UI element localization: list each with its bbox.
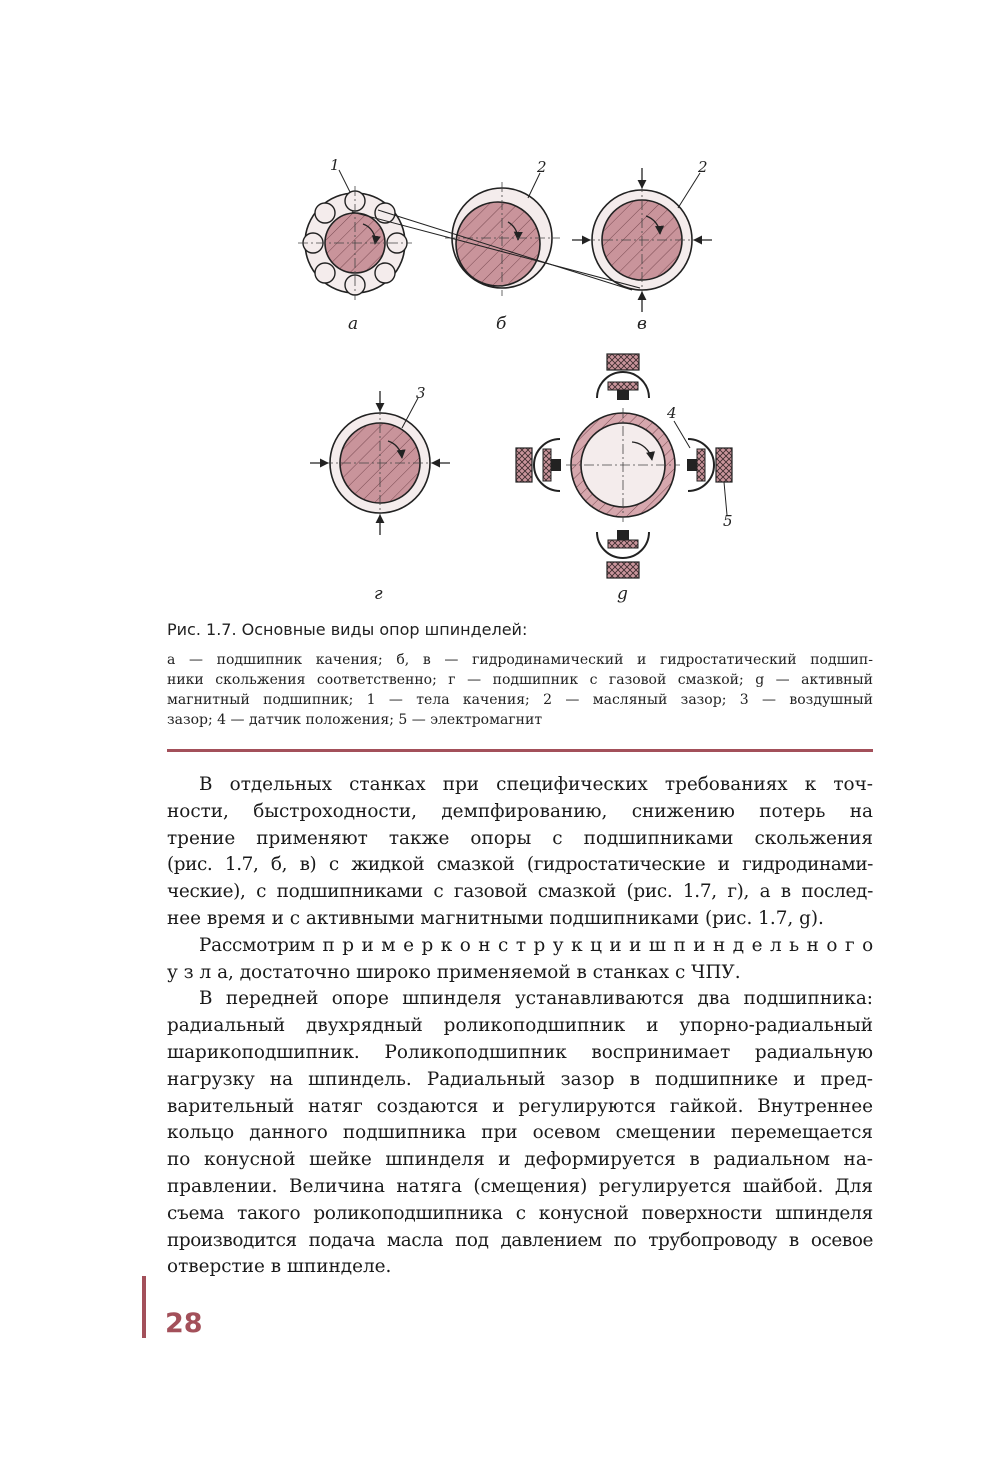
paragraph-line: шарикоподшипник. Роликоподшипник воспринимает радиальную: [167, 1041, 873, 1063]
paragraph-line: производится подача масла под давлением по трубопроводу в осевое: [167, 1229, 873, 1251]
bearing-figure: [0, 0, 1000, 620]
paragraph-line: нее время и с активными магнитными подшипниками (рис. 1.7, g).: [167, 907, 824, 929]
sub-label-v: в: [637, 314, 647, 334]
bearing-g-gas: [310, 391, 450, 535]
body-text: [167, 772, 873, 1281]
paragraph-line: правлении. Величина натяга (смещения) регулируется шайбой. Для: [167, 1175, 873, 1197]
paragraph-line: трение применяют также опоры с подшипниками скольжения: [167, 827, 873, 849]
callout-2b: 2: [698, 158, 708, 176]
paragraph-line: ческие), с подшипниками с газовой смазкой (рис. 1.7, г), а в послед-: [167, 881, 873, 903]
paragraph-line: нагрузку на шпиндель. Радиальный зазор в подшипнике и пред-: [167, 1068, 873, 1090]
caption-line: а — подшипник качения; б, в — гидродинамический и гидростатический подшип-: [167, 652, 873, 668]
paragraph-line: кольцо данного подшипника при осевом смещении перемещается: [167, 1122, 873, 1144]
sub-label-b: б: [496, 314, 507, 334]
caption-line: зазор; 4 — датчик положения; 5 — электромагнит: [167, 712, 543, 728]
caption-line: магнитный подшипник; 1 — тела качения; 2 — масляный зазор; 3 — воздушный: [167, 692, 873, 708]
paragraph-line: отверстие в шпинделе.: [167, 1256, 392, 1278]
paragraph-line: по конусной шейке шпинделя и деформируется в радиальном на-: [167, 1149, 873, 1171]
paragraph-line: радиальный двухрядный роликоподшипник и упорно-радиальный: [167, 1015, 873, 1037]
bearing-v-hydrostatic: [572, 168, 712, 312]
paragraph-line: у з л а, достаточно широко применяемой в станках с ЧПУ.: [167, 961, 741, 983]
page-number-bar: [142, 1276, 146, 1338]
bearing-magnetic: [516, 354, 732, 578]
section-divider: [167, 749, 873, 752]
figure-caption-legend: [167, 650, 873, 730]
caption-line: ники скольжения соответственно; г — подшипник с газовой смазкой; g — активный: [167, 672, 873, 688]
callout-5: 5: [723, 512, 733, 530]
sub-label-a: а: [348, 314, 359, 334]
page-number: 28: [165, 1308, 203, 1339]
paragraph-line: В передней опоре шпинделя устанавливаются два подшипника:: [199, 988, 873, 1010]
callout-2a: 2: [537, 158, 547, 176]
callout-4: 4: [667, 404, 677, 422]
paragraph-line: ности, быстроходности, демпфированию, снижению потерь на: [167, 800, 873, 822]
callout-1: 1: [330, 156, 340, 174]
bearing-b-hydrodynamic: [445, 173, 560, 296]
sub-label-g: г: [374, 584, 383, 604]
sub-label-magnetic: g: [617, 584, 628, 604]
paragraph-line: (рис. 1.7, б, в) с жидкой смазкой (гидростатические и гидродинами-: [167, 854, 873, 876]
bearing-a-rolling: [298, 170, 412, 300]
callout-3: 3: [416, 384, 426, 402]
paragraph-line: варительный натяг создаются и регулируются гайкой. Внутреннее: [167, 1095, 873, 1117]
paragraph-line: съема такого роликоподшипника с конусной поверхности шпинделя: [167, 1202, 873, 1224]
paragraph-line: В отдельных станках при специфических требованиях к точ-: [199, 774, 873, 795]
figure-caption-title: Рис. 1.7. Основные виды опор шпинделей:: [167, 620, 528, 639]
paragraph-line: Рассмотрим п р и м е р к о н с т р у к ц и и ш п и н д е л ь н о г о: [199, 934, 873, 956]
